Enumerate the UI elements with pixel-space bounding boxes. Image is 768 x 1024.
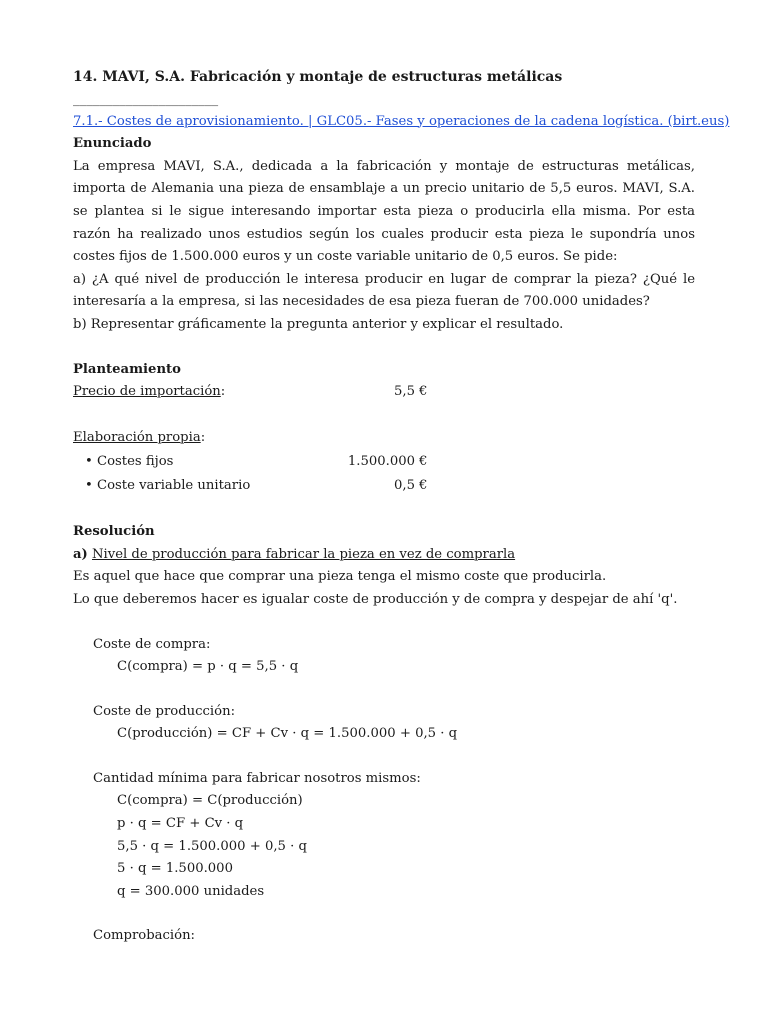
title-underline: ______________________: [73, 91, 219, 107]
document-page: [73, 66, 730, 948]
enunciado-paragraph: La empresa MAVI, S.A., dedicada a la fabricación y montaje de estructuras metálicas, importa de Alemania una pieza de ensamblaje a un precio unitario de 5,5 euros. MAVI, S.A. se plantea si le sigue interesando importar esta pieza o producirla ella misma. Por esta razón ha realizado unos estudios según los cuales producir esta pieza le supondría unos costes fijos de 1.500.000 euros y un coste variable unitario de 0,5 euros. Se pide:: [73, 158, 695, 265]
precio-importacion-value: 5,5: [394, 384, 415, 400]
costes-fijos-value: 1.500.000: [347, 454, 415, 470]
coste-produccion-label: Coste de producción:: [93, 703, 236, 719]
coste-variable-value: 0,5: [394, 478, 415, 494]
elaboracion-propia-row: [73, 427, 695, 451]
planteamiento-heading: Planteamiento: [73, 361, 181, 377]
reference-link[interactable]: 7.1.- Costes de aprovisionamiento. | GLC05.- Fases y operaciones de la cadena logística. (birt.eus): [73, 113, 730, 129]
elaboracion-propia-label: Elaboración propia: [73, 430, 201, 446]
equation-step: p · q = CF + Cv · q: [117, 816, 244, 832]
coste-variable-currency: €: [419, 478, 428, 494]
precio-currency: €: [419, 384, 428, 400]
comprobacion-label: Comprobación:: [93, 928, 196, 944]
part-a-prefix: a): [73, 546, 88, 562]
equation-step: C(compra) = C(producción): [117, 793, 303, 809]
costes-fijos-row: [73, 451, 695, 475]
costes-fijos-currency: €: [419, 454, 428, 470]
coste-produccion-formula: C(producción) = CF + Cv · q = 1.500.000 + 0,5 · q: [117, 726, 458, 742]
cantidad-minima-label: Cantidad mínima para fabricar nosotros mismos:: [93, 770, 421, 786]
coste-compra-label: Coste de compra:: [93, 636, 211, 652]
enunciado-heading: Enunciado: [73, 136, 152, 152]
bullet-icon: •: [85, 454, 93, 470]
resolucion-line-1: Es aquel que hace que comprar una pieza tenga el mismo coste que producirla.: [73, 569, 607, 585]
resolucion-heading: Resolución: [73, 524, 155, 540]
coste-variable-label: Coste variable unitario: [96, 478, 251, 494]
question-b: b) Representar gráficamente la pregunta anterior y explicar el resultado.: [73, 316, 564, 332]
question-a: a) ¿A qué nivel de producción le interesa producir en lugar de comprar la pieza? ¿Qué le interesaría a la empresa, si las necesidades de esa pieza fueran de 700.000 unidades?: [73, 271, 695, 310]
resolucion-line-2: Lo que deberemos hacer es igualar coste de producción y de compra y despejar de ahí 'q'.: [73, 591, 678, 607]
costes-fijos-label: Costes fijos: [96, 454, 174, 470]
elaboracion-colon: :: [200, 430, 206, 446]
bullet-icon: •: [85, 478, 93, 494]
part-a-title-text: Nivel de producción para fabricar la pieza en vez de comprarla: [92, 546, 516, 562]
coste-compra-formula: C(compra) = p · q = 5,5 · q: [117, 659, 299, 675]
equation-step: 5 · q = 1.500.000: [117, 861, 233, 877]
precio-importacion-label: Precio de importación: [73, 384, 221, 400]
coste-variable-row: [73, 475, 695, 499]
part-a-title: [73, 544, 695, 567]
precio-importacion-row: [73, 381, 695, 405]
equation-result: q = 300.000 unidades: [117, 883, 265, 899]
page-title: 14. MAVI, S.A. Fabricación y montaje de estructuras metálicas: [73, 69, 563, 85]
equation-step: 5,5 · q = 1.500.000 + 0,5 · q: [117, 838, 307, 854]
precio-colon: :: [220, 384, 226, 400]
